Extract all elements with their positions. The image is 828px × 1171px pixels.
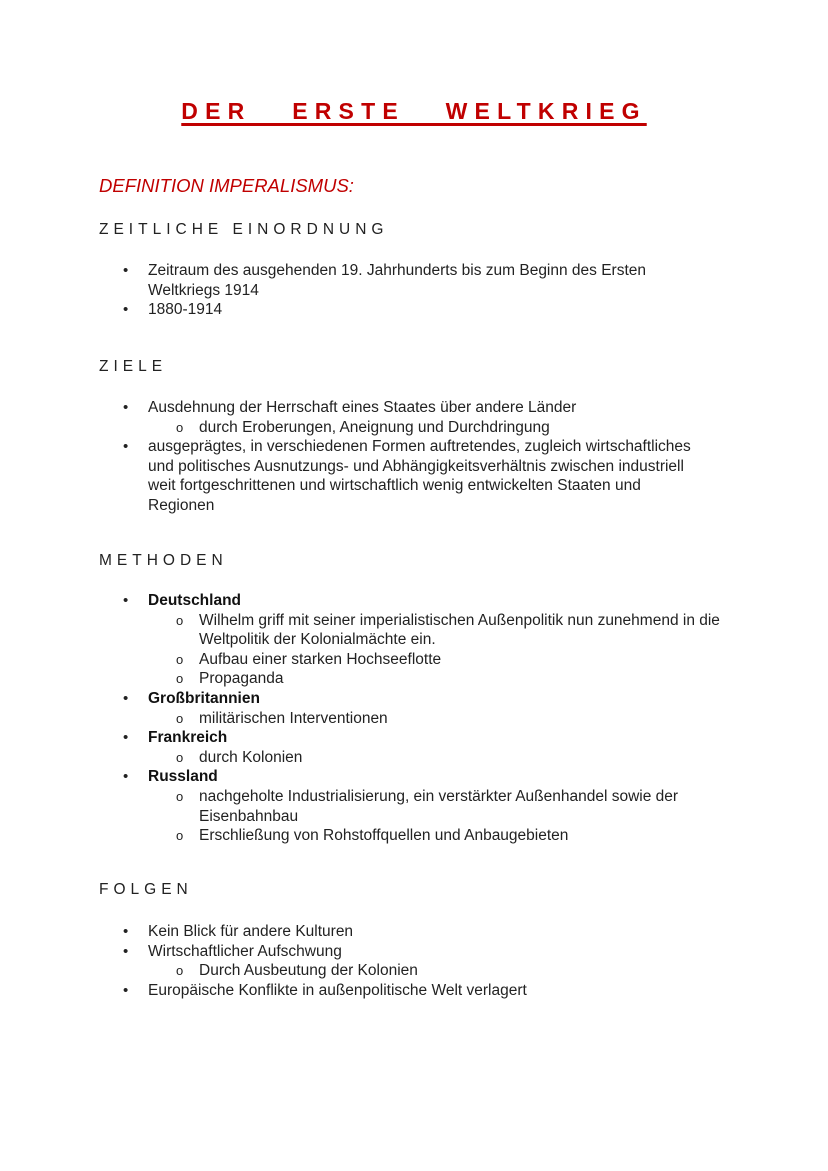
list-item-frankreich: • Frankreich [120, 728, 740, 748]
sub-list-item: o nachgeholte Industrialisierung, ein verstärkter Außenhandel sowie der Eisenbahnbau [120, 787, 740, 826]
list-item: • Kein Blick für andere Kulturen [120, 922, 740, 942]
sub-list-item: o militärischen Interventionen [120, 709, 740, 729]
list-ziele [120, 398, 710, 516]
sub-list-item: o Aufbau einer starken Hochseeflotte [120, 650, 740, 670]
page-title: DER ERSTE WELTKRIEG [181, 98, 647, 124]
list-item: • Wirtschaftlicher Aufschwung [120, 942, 740, 962]
section-heading-folgen: FOLGEN [99, 881, 193, 898]
list-item: • Ausdehnung der Herrschaft eines Staates über andere Länder [120, 398, 710, 418]
list-item-deutschland: • Deutschland [120, 591, 740, 611]
sub-list-item: o Erschließung von Rohstoffquellen und Anbaugebieten [120, 826, 740, 846]
list-item: • Europäische Konflikte in außenpolitische Welt verlagert [120, 981, 740, 1001]
sub-list-item: o Propaganda [120, 669, 740, 689]
definition-heading: DEFINITION IMPERALISMUS: [99, 175, 354, 196]
sub-list-item: o durch Eroberungen, Aneignung und Durchdringung [120, 418, 710, 438]
list-folgen [120, 922, 740, 1000]
section-heading-methoden: METHODEN [99, 552, 228, 569]
list-zeitliche [120, 261, 680, 320]
section-heading-ziele: ZIELE [99, 358, 168, 375]
list-item: • Zeitraum des ausgehenden 19. Jahrhunderts bis zum Beginn des Ersten Weltkriegs 1914 [120, 261, 680, 300]
list-item-grossbritannien: • Großbritannien [120, 689, 740, 709]
list-item-russland: • Russland [120, 767, 740, 787]
list-item: • 1880-1914 [120, 300, 680, 320]
sub-list-item: o Wilhelm griff mit seiner imperialistischen Außenpolitik nun zunehmend in die Weltpolitik der Kolonialmächte ein. [120, 611, 740, 650]
section-heading-zeitliche: ZEITLICHE EINORDNUNG [99, 221, 389, 238]
list-item: • ausgeprägtes, in verschiedenen Formen auftretendes, zugleich wirtschaftliches und politisches Ausnutzungs- und Abhängigkeitsverhältnis zwischen industriell weit fortgeschrittenen und wirtschaftlich wenig entwickelten Staaten und Regionen [120, 437, 710, 515]
sub-list-item: o durch Kolonien [120, 748, 740, 768]
list-methoden [120, 591, 740, 846]
sub-list-item: o Durch Ausbeutung der Kolonien [120, 961, 740, 981]
